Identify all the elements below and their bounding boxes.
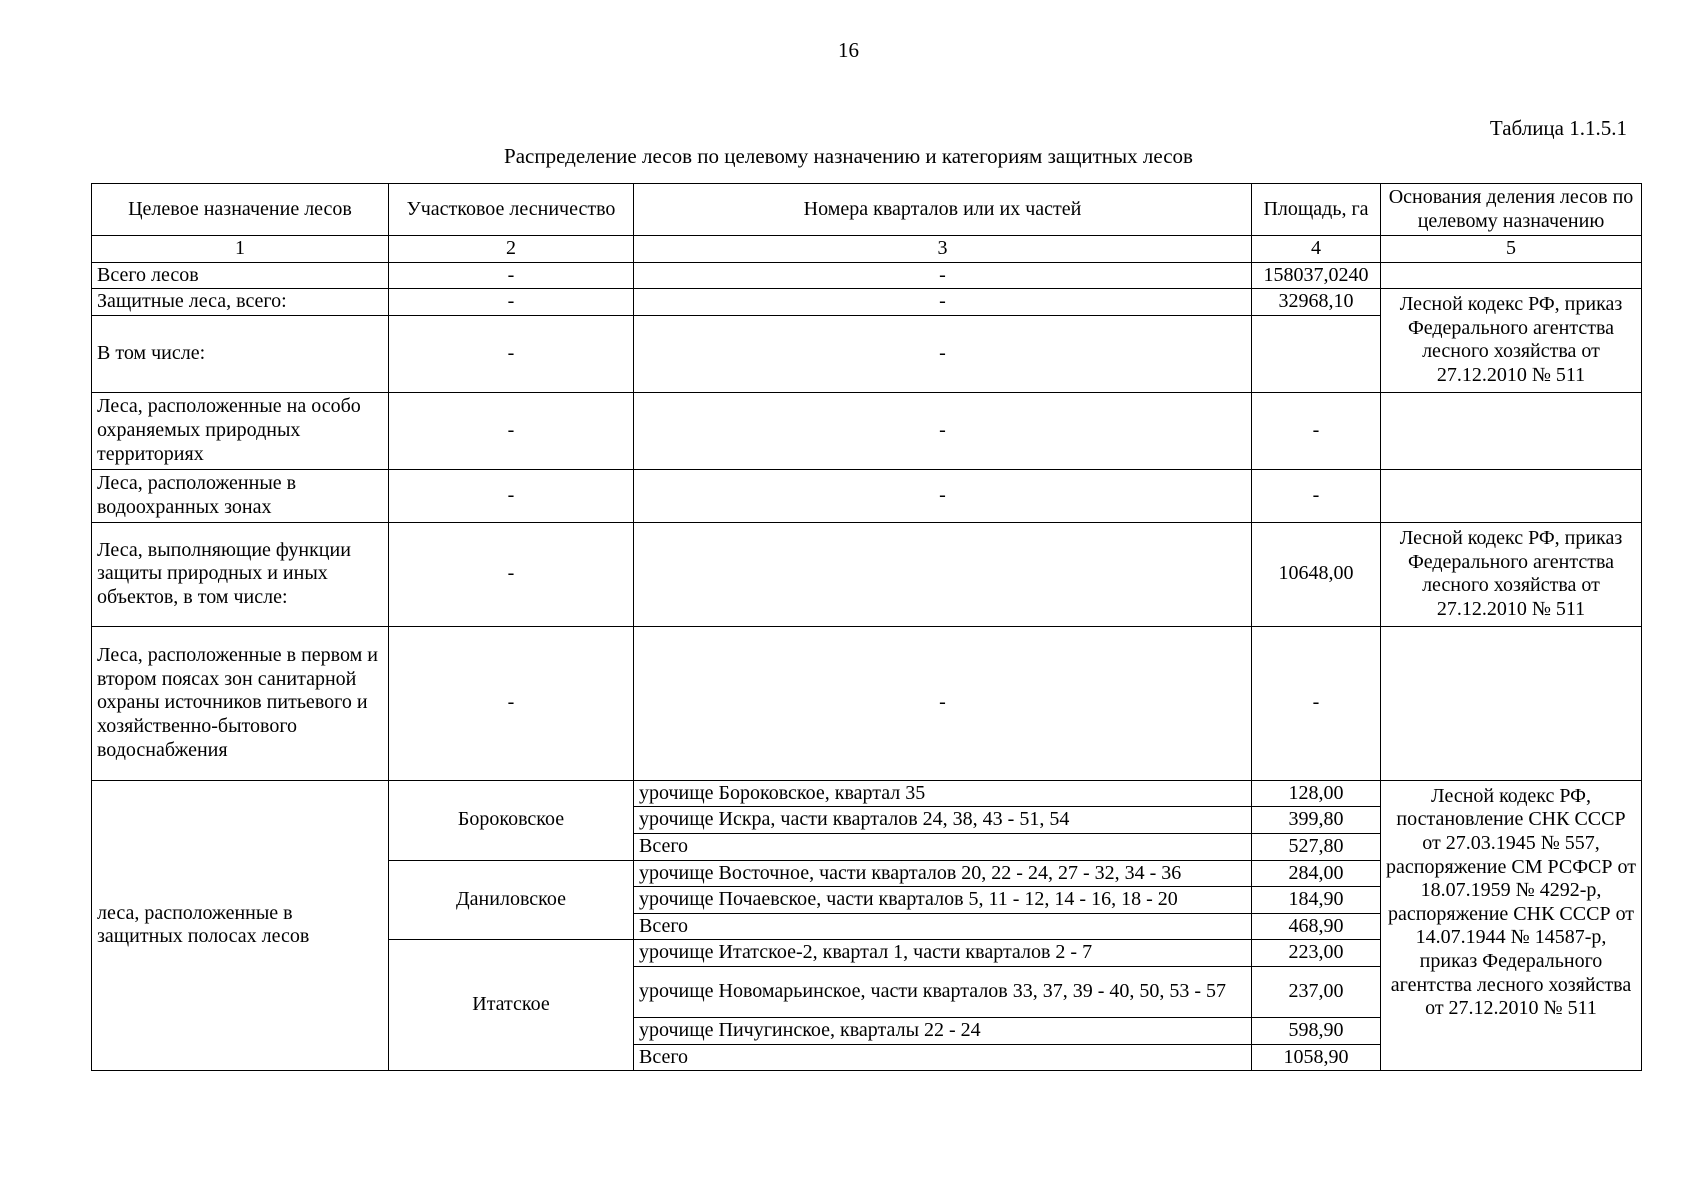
group-total-label: Всего: [634, 1044, 1252, 1071]
row-purpose-strips: леса, расположенные в защитных полосах лесов: [92, 780, 389, 1070]
row-purpose: В том числе:: [92, 315, 389, 392]
row-purpose: Леса, расположенные в водоохранных зонах: [92, 469, 389, 522]
row-forestry: -: [389, 469, 634, 522]
row-quarters: урочище Искра, части кварталов 24, 38, 43 - 51, 54: [634, 807, 1252, 834]
table-title: Распределение лесов по целевому назначению и категориям защитных лесов: [504, 144, 1193, 168]
row-forestry: -: [389, 289, 634, 316]
forestry-name: Даниловское: [389, 860, 634, 940]
row-forestry: -: [389, 522, 634, 626]
group-total-area: 1058,90: [1252, 1044, 1381, 1071]
header-purpose: Целевое назначение лесов: [92, 184, 389, 236]
group-total-area: 468,90: [1252, 913, 1381, 940]
header-area: Площадь, га: [1252, 184, 1381, 236]
row-basis: Лесной кодекс РФ, приказ Федерального агентства лесного хозяйства от 27.12.2010 № 511: [1381, 522, 1642, 626]
table-row: [92, 289, 1642, 316]
table-label: Таблица 1.1.5.1: [1489, 116, 1627, 140]
group-total-area: 527,80: [1252, 833, 1381, 860]
col-number: 5: [1381, 236, 1642, 263]
row-basis: [1381, 626, 1642, 780]
table-row: [92, 626, 1642, 780]
row-quarters: урочище Итатское-2, квартал 1, части кварталов 2 - 7: [634, 940, 1252, 967]
row-area: 158037,0240: [1252, 262, 1381, 289]
row-quarters: урочище Новомарьинское, части кварталов 33, 37, 39 - 40, 50, 53 - 57: [634, 966, 1252, 1017]
header-quarters: Номера кварталов или их частей: [634, 184, 1252, 236]
row-area: 10648,00: [1252, 522, 1381, 626]
table-row: [92, 780, 1642, 807]
row-forestry: -: [389, 392, 634, 469]
row-basis: [1381, 262, 1642, 289]
row-area: -: [1252, 392, 1381, 469]
row-purpose: Всего лесов: [92, 262, 389, 289]
row-purpose: Леса, расположенные в первом и втором поясах зон санитарной охраны источников питьевого и хозяйственно-бытового водоснабжения: [92, 626, 389, 780]
header-row: [92, 184, 1642, 236]
group-total-label: Всего: [634, 833, 1252, 860]
row-area: 128,00: [1252, 780, 1381, 807]
col-number: 3: [634, 236, 1252, 263]
group-total-label: Всего: [634, 913, 1252, 940]
row-area: 284,00: [1252, 860, 1381, 887]
table-row: [92, 262, 1642, 289]
header-basis: Основания деления лесов по целевому назначению: [1381, 184, 1642, 236]
row-purpose: Леса, расположенные на особо охраняемых природных территориях: [92, 392, 389, 469]
row-quarters: урочище Восточное, части кварталов 20, 22 - 24, 27 - 32, 34 - 36: [634, 860, 1252, 887]
row-area: 237,00: [1252, 966, 1381, 1017]
forestry-name: Бороковское: [389, 780, 634, 860]
col-number: 1: [92, 236, 389, 263]
header-forestry: Участковое лесничество: [389, 184, 634, 236]
row-area: 32968,10: [1252, 289, 1381, 316]
row-quarters: урочище Почаевское, части кварталов 5, 11 - 12, 14 - 16, 18 - 20: [634, 887, 1252, 914]
row-quarters: -: [634, 289, 1252, 316]
table-row: [92, 469, 1642, 522]
row-area: 598,90: [1252, 1017, 1381, 1044]
row-basis-strips: Лесной кодекс РФ, постановление СНК СССР от 27.03.1945 № 557, распоряжение СМ РСФСР от 18.07.1959 № 4292-р, распоряжение СНК СССР от 14.07.1944 № 14587-р, приказ Федерального агентства лесного хозяйства от 27.12.2010 № 511: [1381, 780, 1642, 1070]
row-quarters: -: [634, 392, 1252, 469]
row-area: 223,00: [1252, 940, 1381, 967]
row-quarters: урочище Пичугинское, кварталы 22 - 24: [634, 1017, 1252, 1044]
row-forestry: -: [389, 315, 634, 392]
column-number-row: [92, 236, 1642, 263]
row-basis: [1381, 469, 1642, 522]
row-quarters: [634, 522, 1252, 626]
row-purpose: Защитные леса, всего:: [92, 289, 389, 316]
forestry-name: Итатское: [389, 940, 634, 1071]
table-row: [92, 522, 1642, 626]
row-area: [1252, 315, 1381, 392]
row-area: 184,90: [1252, 887, 1381, 914]
row-area: -: [1252, 469, 1381, 522]
row-quarters: -: [634, 469, 1252, 522]
row-basis: [1381, 392, 1642, 469]
row-quarters: урочище Бороковское, квартал 35: [634, 780, 1252, 807]
page-number: 16: [838, 38, 859, 62]
row-purpose: Леса, выполняющие функции защиты природных и иных объектов, в том числе:: [92, 522, 389, 626]
row-area: 399,80: [1252, 807, 1381, 834]
row-area: -: [1252, 626, 1381, 780]
row-forestry: -: [389, 262, 634, 289]
row-basis: Лесной кодекс РФ, приказ Федерального агентства лесного хозяйства от 27.12.2010 № 511: [1381, 289, 1642, 393]
row-quarters: -: [634, 315, 1252, 392]
row-quarters: -: [634, 626, 1252, 780]
row-quarters: -: [634, 262, 1252, 289]
forest-distribution-table: [91, 183, 1642, 1071]
table-row: [92, 392, 1642, 469]
col-number: 2: [389, 236, 634, 263]
row-forestry: -: [389, 626, 634, 780]
col-number: 4: [1252, 236, 1381, 263]
